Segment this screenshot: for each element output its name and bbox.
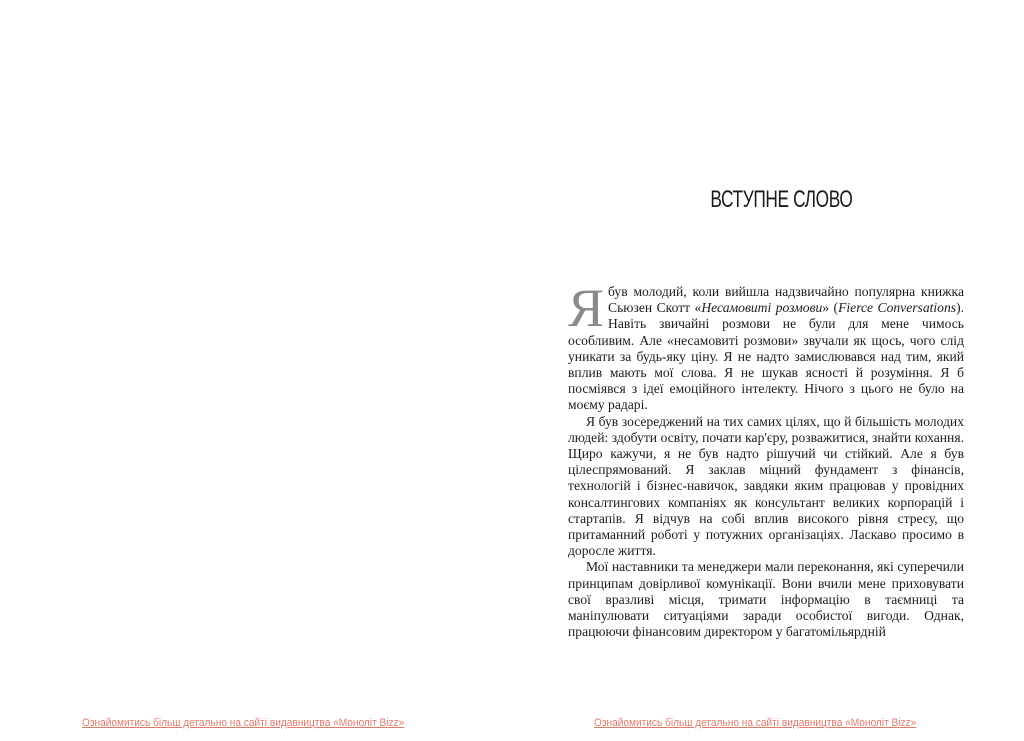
paragraph-1-text-c: ). Навіть звичайні розмови не були для мене чимось особливим. Але «несамовиті розмови» звучали як щось, чого слід уникати за будь-яку ціну. Я не надто замислювався над тим, який вплив мають мої слова. Я не шукав ясності й розуміння. Я б посміявся з ідеї емоційного інтелекту. Нічого з цього не було на моєму радарі. xyxy=(568,300,964,413)
chapter-title: ВСТУПНЕ СЛОВО xyxy=(710,186,853,213)
paragraph-1 xyxy=(568,278,964,414)
paragraph-1-text-a: був молодий, коли вийшла надзвичайно популярна книжка Сьюзен Скотт « xyxy=(608,284,964,316)
book-title-ukrainian: Несамовиті розмови xyxy=(701,300,823,316)
book-title-english: Fierce Conversations xyxy=(838,300,957,316)
paragraph-2: Я був зосереджений на тих самих цілях, що й більшість молодих людей: здобути освіту, почати кар'єру, розважитися, знайти кохання. Щиро кажучи, я не був надто рішучий чи стійкий. Але я був цілеспрямований. Я заклав міцний фундамент з фінансів, технологій і бізнес-навичок, завдяки яким працював у провідних консалтингових компаніях як консультант великих корпорацій і стартапів. Я відчув на собі вплив високого рівня стресу, що притаманний роботі у потужних організаціях. Ласкаво просимо в доросле життя. xyxy=(568,413,964,559)
paragraph-3: Мої наставники та менеджери мали переконання, які суперечили принципам довірливої комунікації. Вони вчили мене приховувати свої вразливі місця, тримати інформацію в таємниці та маніпулювати ситуаціями заради особистої вигоди. Однак, працюючи фінансовим директором у багатомільярдній xyxy=(568,559,964,640)
paragraph-1-text-b: » ( xyxy=(822,300,839,316)
drop-cap: Я xyxy=(568,278,605,338)
publisher-link-right[interactable]: Ознайомитись більш детально на сайті видавництва «Моноліт Bizz» xyxy=(594,717,917,729)
publisher-link-left[interactable]: Ознайомитись більш детально на сайті видавництва «Моноліт Bizz» xyxy=(82,717,405,729)
right-page xyxy=(512,0,1024,741)
chapter-body xyxy=(568,278,964,640)
